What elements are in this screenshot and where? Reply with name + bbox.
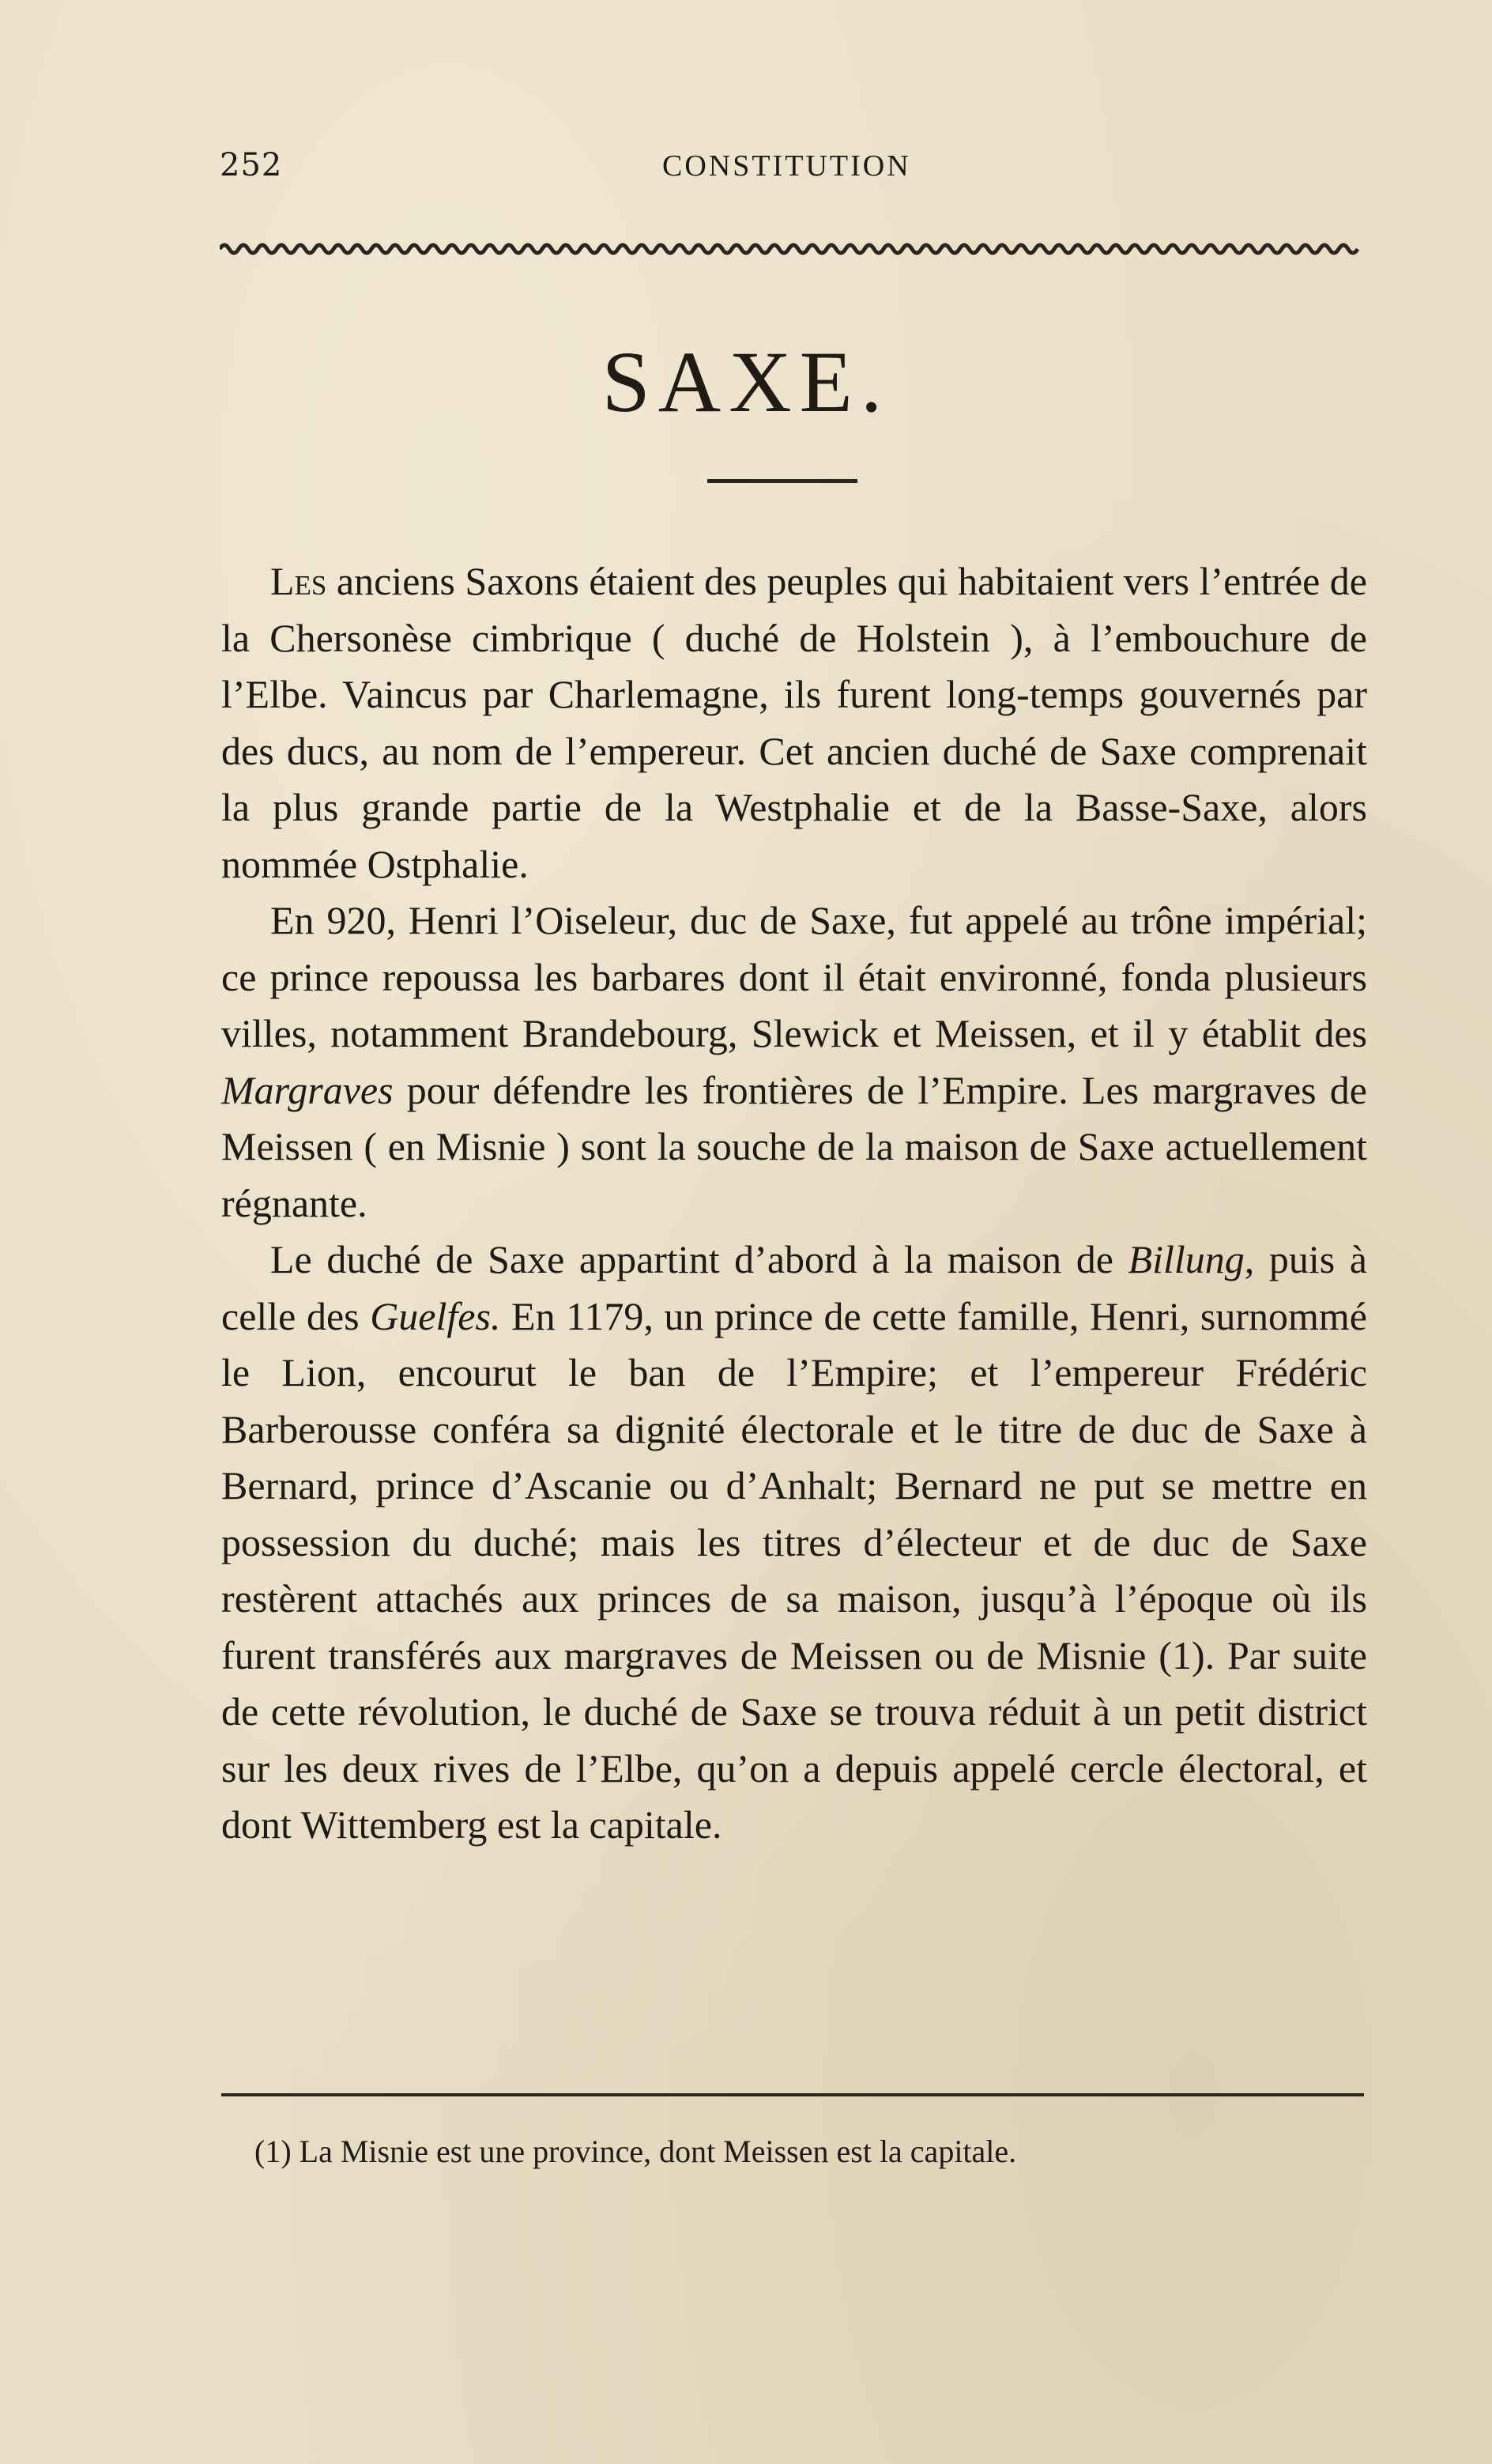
page-header [220,147,1366,194]
paragraph-3-italic-billung: Billung [1128,1237,1245,1281]
paragraph-3-italic-guelfes: Guelfes. [370,1293,501,1338]
paragraph-1 [221,553,1367,892]
paragraph-2-text-end: pour défendre les frontières de l’Empire. Les margraves de Meissen ( en Misnie ) sont la souche de la maison de Saxe actuellement régnante. [221,1067,1367,1225]
paragraph-2 [221,892,1367,1232]
footnote-rule [221,2093,1364,2096]
running-head: CONSTITUTION [662,149,911,183]
section-title: SAXE. [601,334,891,430]
title-rule [707,479,857,483]
paragraph-2-text-start: En 920, Henri l’Oiseleur, duc de Saxe, fut appelé au trône impérial; ce prince repoussa les barbares dont il était environné, fonda plusieurs villes, notamment Brandebourg, Slewick et Meissen, et il y établit des [221,898,1367,1055]
paragraph-1-lead: Les [270,559,327,603]
footnote: (1) La Misnie est une province, dont Meissen est la capitale. [254,2134,1017,2169]
body-text [221,553,1367,1854]
paragraph-3-text-start: Le duché de Saxe appartint d’abord à la maison de [270,1237,1128,1281]
paragraph-1-text: anciens Saxons étaient des peuples qui habitaient vers l’entrée de la Chersonèse cimbrique ( duché de Holstein ), à l’embouchure de l’Elbe. Vaincus par Charlemagne, ils furent long-temps gouvernés par des ducs, au nom de l’empereur. Cet ancien duché de Saxe comprenait la plus grande partie de la Westphalie et de la Basse-Saxe, alors nommée Ostphalie. [221,559,1367,886]
paragraph-3-text-middle: , puis à celle des [221,1237,1367,1338]
wavy-ornament-rule [220,237,1364,261]
paragraph-3 [221,1232,1367,1854]
page-number: 252 [220,147,283,183]
paragraph-3-text-end: En 1179, un prince de cette famille, Henri, surnommé le Lion, encourut le ban de l’Empire; et l’empereur Frédéric Barberousse conféra sa dignité électorale et le titre de duc de Saxe à Bernard, prince d’Ascanie ou d’Anhalt; Bernard ne put se mettre en possession du duché; mais les titres d’électeur et de duc de Saxe restèrent attachés aux princes de sa maison, jusqu’à l’époque où ils furent transférés aux margraves de Meissen ou de Misnie (1). Par suite de cette révolution, le duché de Saxe se trouva réduit à un petit district sur les deux rives de l’Elbe, qu’on a depuis appelé cercle électoral, et dont Wittemberg est la capitale. [221,1293,1367,1847]
paragraph-2-italic: Margraves [221,1067,394,1112]
